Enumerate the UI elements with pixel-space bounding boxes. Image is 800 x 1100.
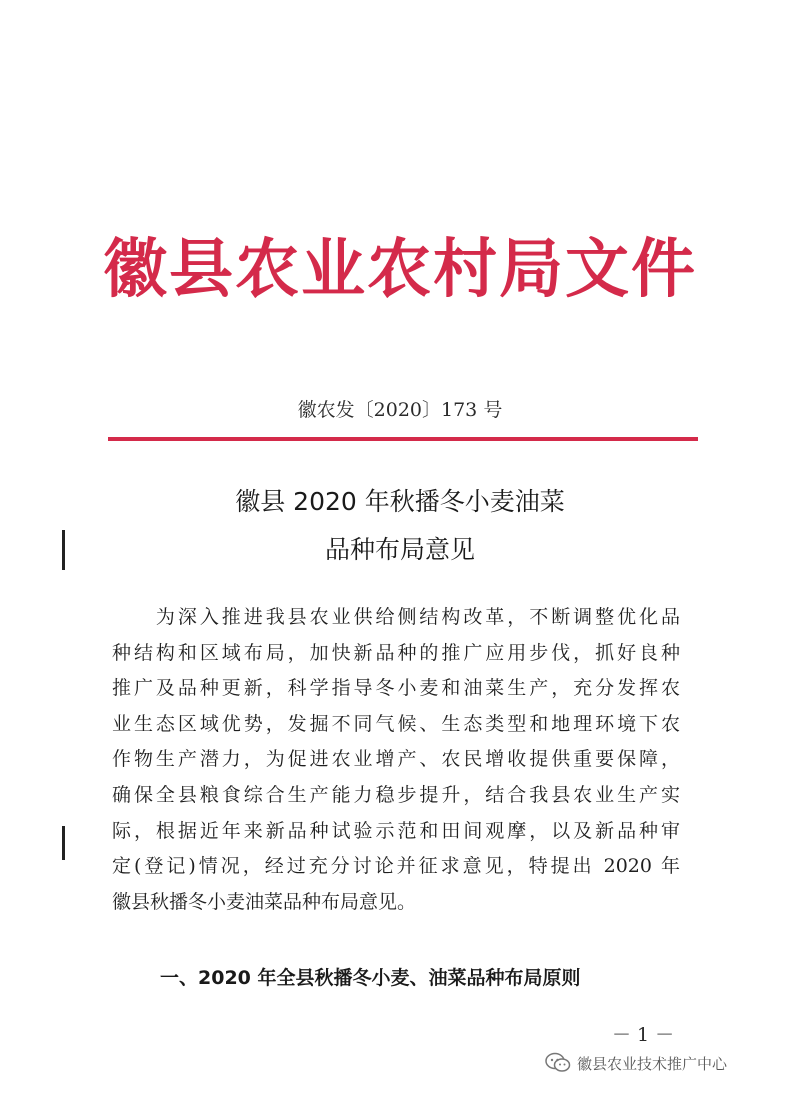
- paragraph-line: 推广及品种更新，科学指导冬小麦和油菜生产，充分发挥农: [112, 677, 680, 700]
- page-number: － 1 －: [612, 1024, 675, 1046]
- paragraph-line: 确保全县粮食综合生产能力稳步提升，结合我县农业生产实: [112, 783, 680, 806]
- watermark-text: 徽县农业技术推广中心: [577, 1054, 728, 1073]
- paragraph-line: 种结构和区域布局，加快新品种的推广应用步伐，抓好良种: [112, 641, 680, 664]
- title-line-2: 品种布局意见: [324, 535, 475, 564]
- section-heading: 一、2020 年全县秋播冬小麦、油菜品种布局原则: [160, 967, 581, 989]
- paragraph-line: 业生态区域优势，发掘不同气候、生态类型和地理环境下农: [112, 712, 680, 735]
- binding-mark: [62, 826, 65, 860]
- paragraph-line: 作物生产潜力，为促进农业增产、农民增收提供重要保障，: [112, 748, 680, 771]
- document-number: 徽农发〔2020〕173 号: [297, 399, 503, 421]
- wechat-icon: [545, 1052, 571, 1074]
- agency-header-title: 徽县农业农村局文件: [103, 233, 697, 307]
- title-line-1: 徽县 2020 年秋播冬小麦油菜: [235, 487, 565, 516]
- watermark: [545, 1052, 727, 1074]
- paragraph-line: 定(登记)情况，经过充分讨论并征求意见，特提出 2020 年: [112, 855, 680, 878]
- paragraph-line: 际，根据近年来新品种试验示范和田间观摩，以及新品种审: [112, 819, 680, 842]
- red-divider-line: [108, 437, 698, 441]
- document-title: [0, 478, 800, 574]
- body-paragraph: [112, 600, 680, 920]
- paragraph-line: 为深入推进我县农业供给侧结构改革，不断调整优化品: [112, 606, 680, 628]
- paragraph-line: 徽县秋播冬小麦油菜品种布局意见。: [112, 890, 417, 913]
